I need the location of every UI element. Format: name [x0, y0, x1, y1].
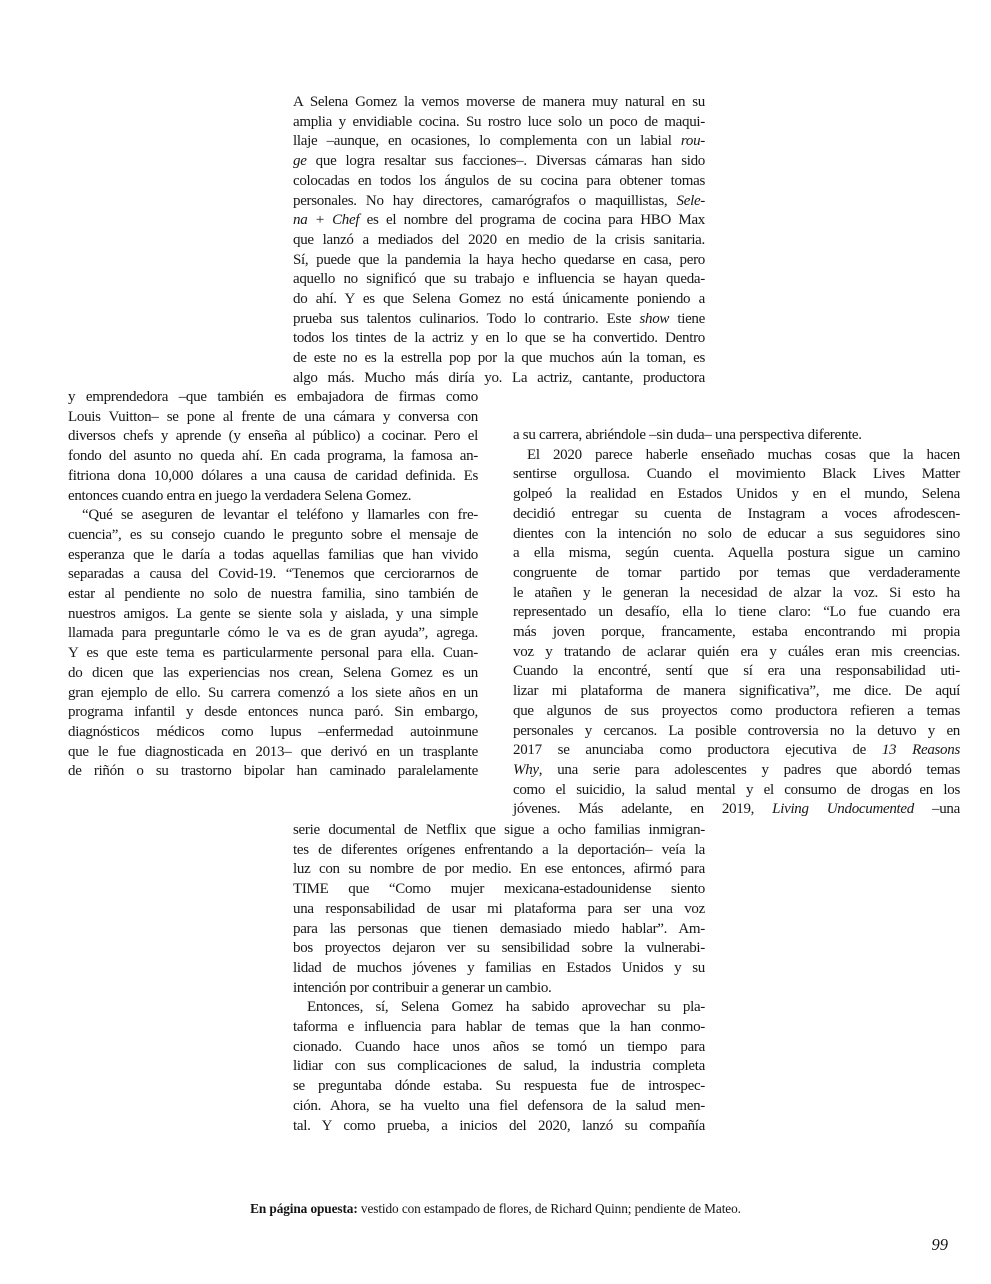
text-line: gran ejemplo de ello. Su carrera comenzó a los siete años en un — [68, 684, 478, 701]
text-line: bos proyectos dejaron ver su sensibilidad sobre la vulnerabi- — [293, 940, 705, 957]
text-line: ge que logra resaltar sus facciones–. Diversas cámaras han sido — [293, 153, 705, 170]
text-line: a su carrera, abriéndole –sin duda– una perspectiva diferente. — [513, 427, 862, 443]
text-line: algo más. Mucho más diría yo. La actriz, cantante, productora — [293, 369, 705, 386]
text-line: que algunos de sus proyectos como productora refieren a temas — [513, 702, 960, 719]
text-line: Sí, puede que la pandemia la haya hecho quedarse en casa, pero — [293, 251, 705, 268]
text-line: que lanzó a mediados del 2020 en medio de la crisis sanitaria. — [293, 231, 705, 248]
text-line: cuencia”, es su consejo cuando le pregunto sobre el mensaje de — [68, 526, 478, 543]
bottom-text-block — [293, 821, 705, 1136]
text-line: diversos chefs y aprende (y enseña al público) a cocinar. Pero el — [68, 428, 478, 445]
text-line: cionado. Cuando hace unos años se tomó un tiempo para — [293, 1038, 705, 1055]
text-line: “Qué se aseguren de levantar el teléfono y llamarles con fre- — [82, 507, 478, 524]
text-line: Louis Vuitton– se pone al frente de una cámara y conversa con — [68, 408, 478, 425]
intro-text-block — [293, 93, 705, 389]
text-line: personales y cercanos. La posible controversia no la detuvo y en — [513, 722, 960, 739]
text-line: entonces cuando entra en juego la verdadera Selena Gomez. — [68, 487, 412, 504]
text-line: nuestros amigos. La gente se siente sola y aislada, y una simple — [68, 605, 478, 622]
text-line: lizar mi plataforma de manera significativa”, me dice. De aquí — [513, 683, 960, 700]
text-line: amplia y envidiable cocina. Su rostro luce solo un poco de maqui- — [293, 113, 705, 130]
caption-text: vestido con estampado de flores, de Richard Quinn; pendiente de Mateo. — [357, 1201, 741, 1216]
text-line: de riñón o su trastorno bipolar han caminado paralelamente — [68, 763, 478, 780]
text-line: aquello no significó que su trabajo e influencia se hayan queda- — [293, 271, 705, 288]
page-number: 99 — [931, 1235, 948, 1254]
text-line: dientes con la intención no solo de educar a sus seguidores sino — [513, 525, 960, 542]
right-text-column — [513, 426, 960, 820]
text-line: y emprendedora –que también es embajadora de firmas como — [68, 389, 478, 405]
text-line: llaje –aunque, en ocasiones, lo complementa con un labial rou- — [293, 133, 705, 150]
text-line: fondo del asunto no queda ahí. En cada programa, la famosa an- — [68, 448, 478, 465]
text-line: serie documental de Netflix que sigue a ocho familias inmigran- — [293, 822, 705, 838]
text-line: do ahí. Y es que Selena Gomez no está únicamente poniendo a — [293, 291, 705, 308]
text-line: lidad de muchos jóvenes y familias en Estados Unidos y su — [293, 959, 705, 976]
text-line: na + Chef es el nombre del programa de cocina para HBO Max — [293, 212, 705, 229]
text-line: todos los tintes de la actriz y en lo que se ha convertido. Dentro — [293, 330, 705, 347]
text-line: Cuando la encontré, sentí que sí era una responsabilidad uti- — [513, 663, 960, 680]
text-line: lidiar con sus complicaciones de salud, la industria completa — [293, 1058, 705, 1075]
text-line: jóvenes. Más adelante, en 2019, Living Undocumented –una — [513, 801, 960, 818]
text-line: de este no es la estrella pop por la que muchos aún la toman, es — [293, 350, 705, 367]
left-text-column — [68, 388, 478, 782]
text-line: más joven porque, francamente, estaba encontrando mi propia — [513, 624, 960, 641]
text-line: programa infantil y desde entonces nunca paró. Sin embargo, — [68, 704, 478, 721]
text-line: como el suicidio, la salud mental y el consumo de drogas en los — [513, 781, 960, 798]
text-line: diagnósticos médicos como lupus –enfermedad autoinmune — [68, 723, 478, 740]
text-line: golpeó la realidad en Estados Unidos y en el mundo, Selena — [513, 486, 960, 503]
text-line: tes de diferentes orígenes enfrentando a la deportación– veía la — [293, 841, 705, 858]
text-line: Why, una serie para adolescentes y padres que abordó temas — [513, 761, 960, 778]
text-line: estar al pendiente no solo de nuestra familia, sino también de — [68, 586, 478, 603]
text-line: se preguntaba dónde estaba. Su respuesta fue de introspec- — [293, 1078, 705, 1095]
text-line: voz y tratando de aclarar quién era y cuáles eran mis creencias. — [513, 643, 960, 660]
text-line: que le fue diagnosticada en 2013– que derivó en un trasplante — [68, 743, 478, 760]
text-line: El 2020 parece haberle enseñado muchas cosas que la hacen — [527, 446, 960, 463]
text-line: a ella misma, según cuenta. Aquella postura sigue un camino — [513, 545, 960, 562]
text-line: una responsabilidad de usar mi plataforma para ser una voz — [293, 900, 705, 917]
text-line: taforma e influencia para hablar de temas que la han conmo- — [293, 1019, 705, 1036]
text-line: Entonces, sí, Selena Gomez ha sabido aprovechar su pla- — [307, 999, 705, 1016]
photo-credit-caption — [0, 1201, 991, 1217]
text-line: le atañen y le generan la necesidad de alzar la voz. Si esto ha — [513, 584, 960, 601]
text-line: A Selena Gomez la vemos moverse de manera muy natural en su — [293, 94, 705, 110]
text-line: colocadas en todos los ángulos de su cocina para obtener tomas — [293, 172, 705, 189]
text-line: personales. No hay directores, camarógrafos o maquillistas, Sele- — [293, 192, 705, 209]
text-line: separadas a causa del Covid-19. “Tenemos que cerciorarnos de — [68, 566, 478, 583]
text-line: intención por contribuir a generar un cambio. — [293, 979, 552, 996]
caption-label: En página opuesta: — [250, 1201, 358, 1216]
text-line: congruente de tomar partido por temas que verdaderamente — [513, 564, 960, 581]
text-line: representado un desafío, ella lo tiene claro: “Lo fue cuando era — [513, 604, 960, 621]
text-line: fitriona dona 10,000 dólares a una causa de caridad definida. Es — [68, 467, 478, 484]
text-line: decidió entregar su cuenta de Instagram a voces afrodescen- — [513, 505, 960, 522]
text-line: para las personas que tienen demasiado miedo hablar”. Am- — [293, 920, 705, 937]
text-line: sentirse orgullosa. Cuando el movimiento Black Lives Matter — [513, 466, 960, 483]
text-line: esperanza que le daría a todas aquellas familias que han vivido — [68, 546, 478, 563]
text-line: do dicen que las experiencias nos crean, Selena Gomez es un — [68, 664, 478, 681]
text-line: tal. Y como prueba, a inicios del 2020, lanzó su compañía — [293, 1117, 705, 1134]
text-line: 2017 se anunciaba como productora ejecutiva de 13 Reasons — [513, 742, 960, 759]
text-line: prueba sus talentos culinarios. Todo lo contrario. Este show tiene — [293, 310, 705, 327]
text-line: luz con su nombre de por medio. En ese entonces, afirmó para — [293, 861, 705, 878]
text-line: llamada para preguntarle cómo le va es de gran ayuda”, agrega. — [68, 625, 478, 642]
text-line: Y es que este tema es particularmente personal para ella. Cuan- — [68, 645, 478, 662]
text-line: ción. Ahora, se ha vuelto una fiel defensora de la salud men- — [293, 1097, 705, 1114]
text-line: TIME que “Como mujer mexicana-estadounidense siento — [293, 881, 705, 898]
